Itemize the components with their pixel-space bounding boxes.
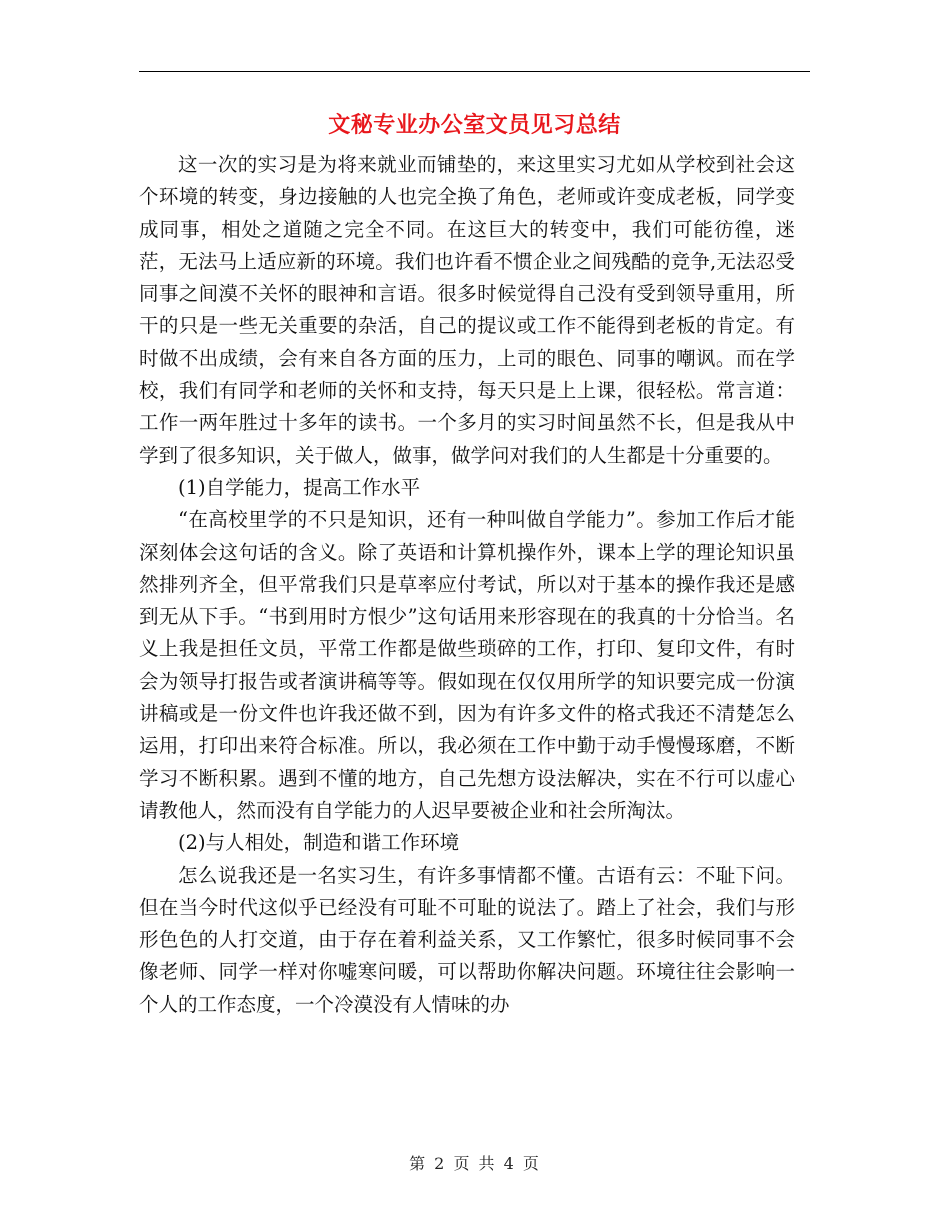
document-body xyxy=(139,149,795,1021)
section-heading-2: (2)与人相处，制造和谐工作环境 xyxy=(178,831,460,855)
header-rule xyxy=(139,71,810,72)
paragraph-getting-along: 怎么说我还是一名实习生，有许多事情都不懂。古语有云：不耻下问。但在当今时代这似乎已经没有可耻不可耻的说法了。踏上了社会，我们与形形色色的人打交道，由于存在着利益关系，又工作繁忙，很多时候同事不会像老师、同学一样对你嘘寒问暖，可以帮助你解决问题。环境往往会影响一个人的工作态度，一个冷漠没有人情味的办 xyxy=(139,863,795,1016)
section-heading-1: (1)自学能力，提高工作水平 xyxy=(178,475,421,499)
paragraph-intro: 这一次的实习是为将来就业而铺垫的，来这里实习尤如从学校到社会这个环境的转变，身边接触的人也完全换了角色，老师或许变成老板，同学变成同事，相处之道随之完全不同。在这巨大的转变中，我们可能彷徨，迷茫，无法马上适应新的环境。我们也许看不惯企业之间残酷的竞争,无法忍受同事之间漠不关怀的眼神和言语。很多时候觉得自己没有受到领导重用，所干的只是一些无关重要的杂活，自己的提议或工作不能得到老板的肯定。有时做不出成绩，会有来自各方面的压力，上司的眼色、同事的嘲讽。而在学校，我们有同学和老师的关怀和支持，每天只是上上课，很轻松。常言道：工作一两年胜过十多年的读书。一个多月的实习时间虽然不长，但是我从中学到了很多知识，关于做人，做事，做学问对我们的人生都是十分重要的。 xyxy=(139,153,795,467)
document-title: 文秘专业办公室文员见习总结 xyxy=(328,113,621,138)
page-number-footer: 第 2 页 共 4 页 xyxy=(409,1154,541,1173)
paragraph-self-learning: “在高校里学的不只是知识，还有一种叫做自学能力”。参加工作后才能深刻体会这句话的含义。除了英语和计算机操作外，课本上学的理论知识虽然排列齐全，但平常我们只是草率应付考试，所以对于基本的操作我还是感到无从下手。“书到用时方恨少”这句话用来形容现在的我真的十分恰当。名义上我是担任文员，平常工作都是做些琐碎的工作，打印、复印文件，有时会为领导打报告或者演讲稿等等。假如现在仅仅用所学的知识要完成一份演讲稿或是一份文件也许我还做不到，因为有许多文件的格式我还不清楚怎么运用，打印出来符合标准。所以，我必须在工作中勤于动手慢慢琢磨，不断学习不断积累。遇到不懂的地方，自己先想方设法解决，实在不行可以虚心请教他人，然而没有自学能力的人迟早要被企业和社会所淘汰。 xyxy=(139,508,795,822)
